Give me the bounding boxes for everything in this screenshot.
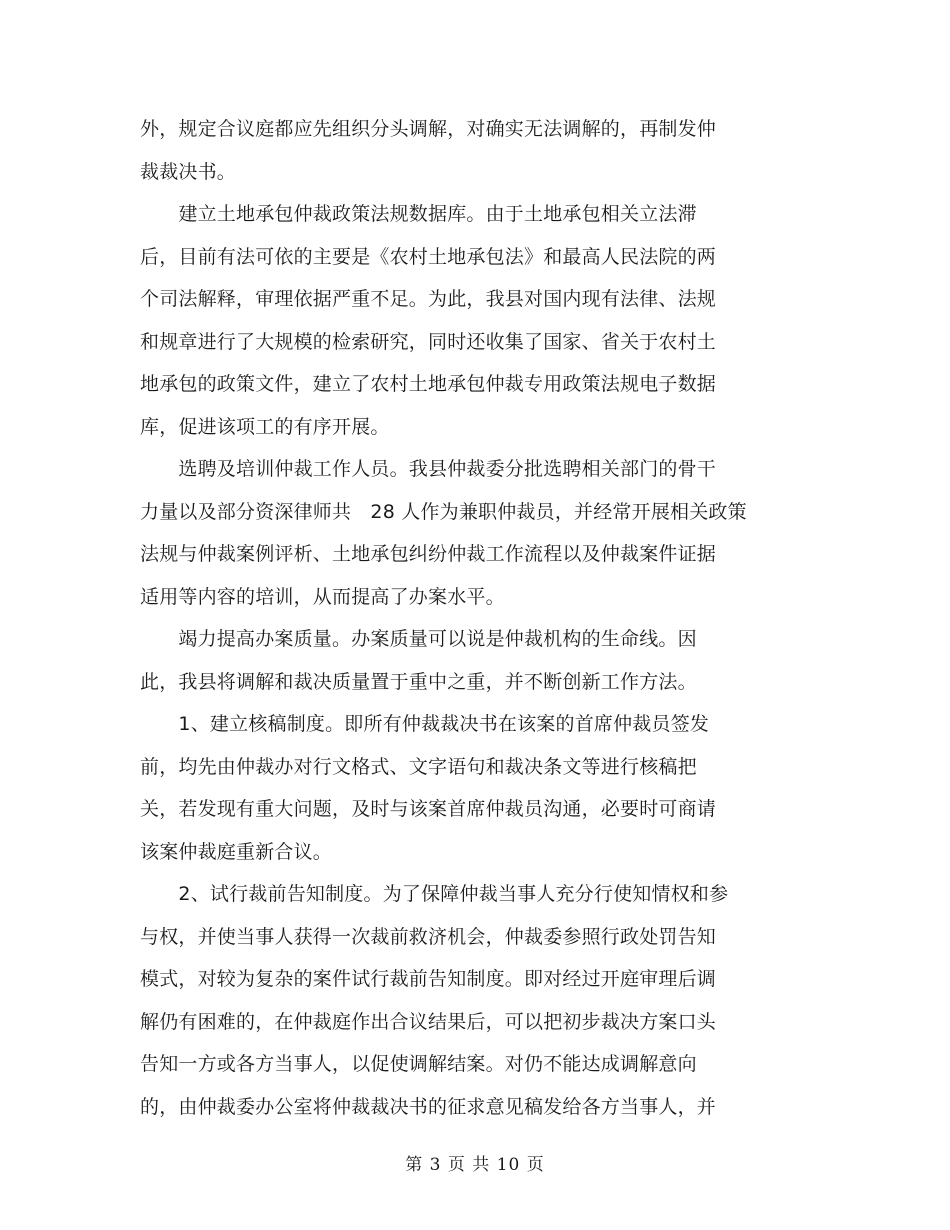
text-line: 2、试行裁前告知制度。为了保障仲裁当事人充分行使知情权和参 <box>140 883 729 905</box>
text-line: 后，目前有法可依的主要是《农村土地承包法》和最高人民法院的两 <box>140 245 717 268</box>
text-line: 选聘及培训仲裁工作人员。我县仲裁委分批选聘相关部门的骨干 <box>140 458 717 480</box>
text-line: 建立土地承包仲裁政策法规数据库。由于土地承包相关立法滞 <box>140 203 697 225</box>
text-line: 库，促进该项工的有序开展。 <box>140 415 390 438</box>
text-line: 个司法解释，审理依据严重不足。为此，我县对国内现有法律、法规 <box>140 288 717 310</box>
text-line: 裁裁决书。 <box>140 160 237 183</box>
text-line: 此，我县将调解和裁决质量置于重中之重，并不断创新工作方法。 <box>140 670 697 693</box>
text-line: 与权，并使当事人获得一次裁前救济机会，仲裁委参照行政处罚告知 <box>140 925 717 948</box>
text-line: 法规与仲裁案例评析、土地承包纠纷仲裁工作流程以及仲裁案件证据 <box>140 543 717 565</box>
text-line: 外，规定合议庭都应先组织分头调解，对确实无法调解的，再制发仲 <box>140 118 717 140</box>
body-text <box>140 108 790 1128</box>
text-line: 适用等内容的培训，从而提高了办案水平。 <box>140 585 505 608</box>
text-line: 竭力提高办案质量。办案质量可以说是仲裁机构的生命线。因 <box>140 628 697 650</box>
text-line: 告知一方或各方当事人，以促使调解结案。对仍不能达成调解意向 <box>140 1053 697 1075</box>
text-line: 的，由仲裁委办公室将仲裁裁决书的征求意见稿发给各方当事人，并 <box>140 1095 717 1118</box>
text-line: 解仍有困难的，在仲裁庭作出合议结果后，可以把初步裁决方案口头 <box>140 1010 717 1033</box>
text-line: 地承包的政策文件，建立了农村土地承包仲裁专用政策法规电子数据 <box>140 373 717 395</box>
text-line: 该案仲裁庭重新合议。 <box>140 840 333 863</box>
text-line: 模式，对较为复杂的案件试行裁前告知制度。即对经过开庭审理后调 <box>140 968 717 990</box>
text-line: 和规章进行了大规模的检索研究，同时还收集了国家、省关于农村土 <box>140 330 717 353</box>
text-line: 关，若发现有重大问题，及时与该案首席仲裁员沟通，必要时可商请 <box>140 798 717 820</box>
text-line: 力量以及部分资深律师共 28 人作为兼职仲裁员，并经常开展相关政策 <box>140 500 747 523</box>
text-line: 1、建立核稿制度。即所有仲裁裁决书在该案的首席仲裁员签发 <box>140 713 710 735</box>
page-number-footer: 第 3 页 共 10 页 <box>405 1155 545 1175</box>
text-line: 前，均先由仲裁办对行文格式、文字语句和裁决条文等进行核稿把 <box>140 755 697 778</box>
